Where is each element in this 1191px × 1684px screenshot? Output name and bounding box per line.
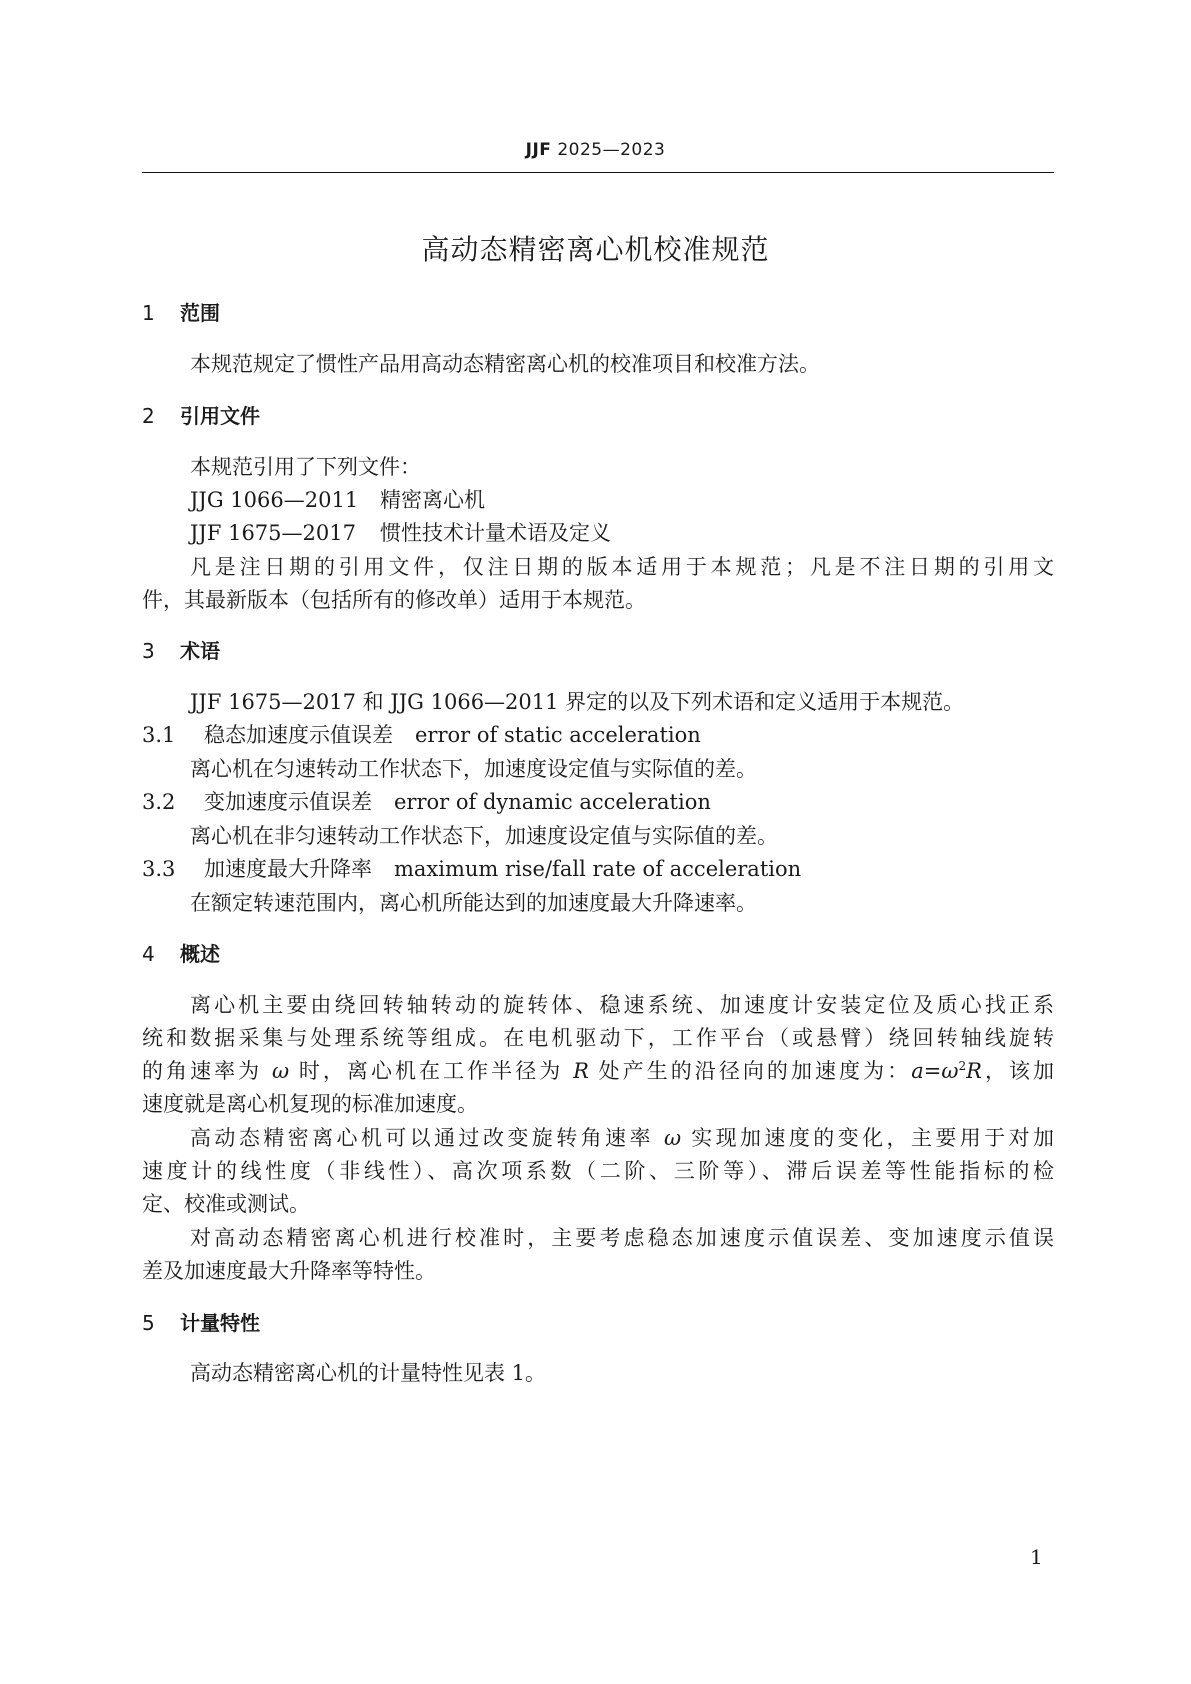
overview-line: 对高动态精密离心机进行校准时，主要考虑稳态加速度示值误差、变加速度示值误	[190, 1226, 1054, 1250]
section-heading-2: 2 引用文件	[142, 404, 260, 428]
term-heading: 3.3 加速度最大升降率 maximum rise/fall rate of acceleration	[142, 857, 802, 881]
term-definition: 在额定转速范围内，离心机所能达到的加速度最大升降速率。	[190, 891, 757, 915]
reference-item: JJG 1066—2011 精密离心机	[190, 488, 485, 512]
header-rule	[142, 172, 1054, 173]
scope-text: 本规范规定了惯性产品用高动态精密离心机的校准项目和校准方法。	[190, 352, 820, 376]
page-title: 高动态精密离心机校准规范	[421, 233, 770, 266]
references-note-line: 件，其最新版本（包括所有的修改单）适用于本规范。	[142, 588, 646, 612]
overview-line: 定、校准或测试。	[142, 1192, 310, 1216]
term-heading: 3.2 变加速度示值误差 error of dynamic acceleration	[142, 790, 711, 814]
overview-line: 高动态精密离心机可以通过改变旋转角速率 ω 实现加速度的变化，主要用于对加	[190, 1126, 1054, 1150]
section-heading-5: 5 计量特性	[142, 1311, 260, 1335]
term-definition: 离心机在非匀速转动工作状态下，加速度设定值与实际值的差。	[190, 824, 778, 848]
overview-line: 统和数据采集与处理系统等组成。在电机驱动下，工作平台（或悬臂）绕回转轴线旋转	[142, 1026, 1054, 1050]
overview-line: 离心机主要由绕回转轴转动的旋转体、稳速系统、加速度计安装定位及质心找正系	[190, 993, 1054, 1017]
metrology-text: 高动态精密离心机的计量特性见表 1。	[190, 1361, 547, 1385]
terms-intro: JJF 1675—2017 和 JJG 1066—2011 界定的以及下列术语和定义适用于本规范。	[190, 690, 965, 714]
references-intro: 本规范引用了下列文件：	[190, 455, 421, 479]
overview-line: 速度就是离心机复现的标准加速度。	[142, 1092, 478, 1116]
references-note-line: 凡是注日期的引用文件，仅注日期的版本适用于本规范；凡是不注日期的引用文	[190, 555, 1054, 579]
doc-header	[0, 140, 1191, 160]
doc-code: JJF	[525, 140, 552, 160]
term-heading: 3.1 稳态加速度示值误差 error of static acceleration	[142, 723, 701, 747]
page-number: 1	[1030, 1545, 1043, 1569]
section-heading-1: 1 范围	[142, 301, 220, 325]
doc-number: 2025—2023	[557, 140, 666, 160]
section-heading-3: 3 术语	[142, 639, 220, 663]
overview-formula-line: 的角速率为 ω 时，离心机在工作半径为 R 处产生的沿径向的加速度为：$a=\omega^2R$，该加	[142, 1059, 1055, 1083]
overview-line: 差及加速度最大升降率等特性。	[142, 1259, 436, 1283]
reference-item: JJF 1675—2017 惯性技术计量术语及定义	[190, 521, 611, 545]
term-definition: 离心机在匀速转动工作状态下，加速度设定值与实际值的差。	[190, 757, 757, 781]
section-heading-4: 4 概述	[142, 942, 220, 966]
overview-line: 速度计的线性度（非线性）、高次项系数（二阶、三阶等）、滞后误差等性能指标的检	[142, 1159, 1054, 1183]
